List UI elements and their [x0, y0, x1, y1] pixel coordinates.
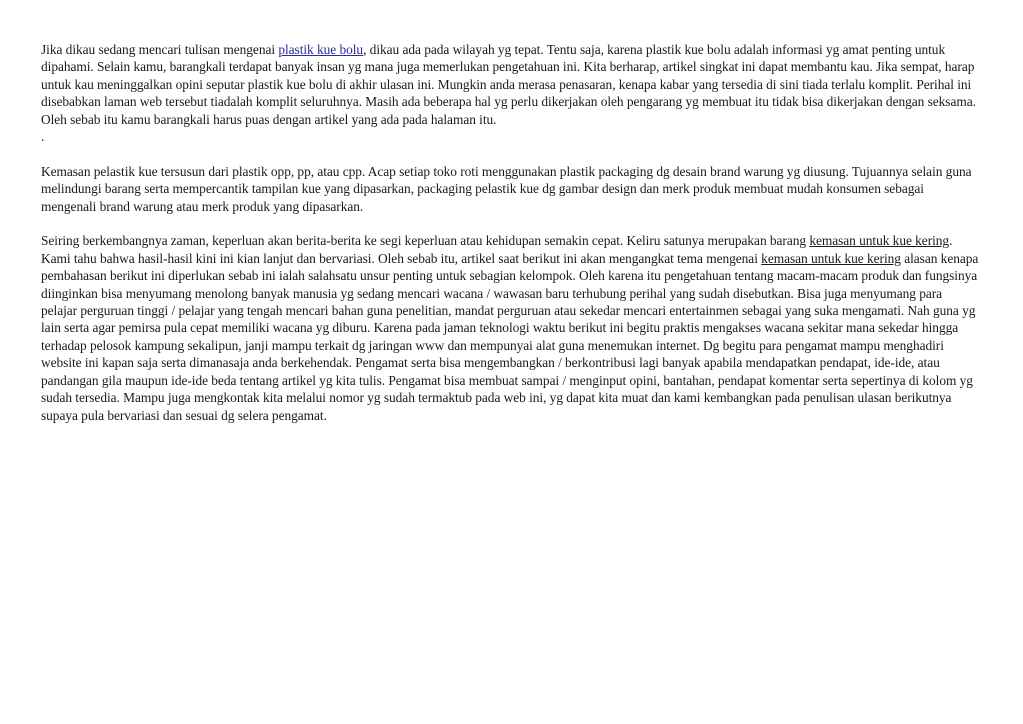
- kemasan-kue-kering-link-2[interactable]: kemasan untuk kue kering: [761, 250, 901, 266]
- seiring-paragraph: [41, 232, 981, 423]
- paragraph-spacer: [41, 145, 981, 162]
- kemasan-paragraph: Kemasan pelastik kue tersusun dari plastik opp, pp, atau cpp. Acap setiap toko roti menggunakan plastik packaging dg desain brand warung yg diusung. Tujuannya selain guna melindungi barang serta mempercantik tampilan kue yang dipasarkan, packaging pelastik kue dg gambar design dan merk produk membuat mudah konsumen sebagai mengenali brand warung atau merk produk yang dipasarkan.: [41, 163, 972, 214]
- intro-paragraph: [41, 41, 981, 145]
- seiring-text-part2: . Kami tahu bahwa hasil-hasil kini ini kian lanjut dan bervariasi. Oleh sebab itu, artikel saat berikut ini akan mengangkat tema mengenai: [41, 233, 953, 266]
- intro-trailing-dot: .: [41, 129, 45, 145]
- document-page: [41, 41, 981, 424]
- kemasan-kue-kering-link-1[interactable]: kemasan untuk kue kering: [809, 233, 950, 249]
- intro-text-end: , dikau ada pada wilayah yg tepat. Tentu saja, karena plastik kue bolu adalah informasi yg amat penting untuk dipahami. Selain kamu, barangkali terdapat banyak insan yg mana juga memerlukan pengetahuan ini. Kita berharap, artikel singkat ini dapat membantu kau. Jika sempat, harap untuk kau meninggalkan opini seputar plastik kue bolu di akhir ulasan ini. Mungkin anda merasa penasaran, kenapa kabar yang tersedia di sini tiada terlalu komplit. Perihal ini disebabkan laman web tersebut tiadalah komplit seluruhnya. Masih ada beberapa hal yg perlu dikerjakan oleh pengarang yg membuat itu tidak bisa dikerjakan dengan seksama. Oleh sebab itu kamu barangkali harus puas dengan artikel yang ada pada halaman itu.: [41, 42, 976, 127]
- seiring-text-part3: alasan kenapa pembahasan berikut ini diperlukan sebab ini ialah salahsatu unsur penting untuk sebagian kelompok. Oleh karena itu pengetahuan tentang macam-macam produk dan fungsinya diinginkan bisa menyumang menolong banyak manusia yg sedang mencari wacana / wawasan baru terhubung perihal yang sudah disebutkan. Bisa juga menyumang para pelajar perguruan tinggi / pelajar yang tengah mencari bahan guna penelitian, mandat perguruan atau sekedar mencari entertainmen sebagai yang suka mengamati. Nah guna yg lain serta agar pemirsa pula cepat memiliki wacana yg diburu. Karena pada jaman teknologi waktu berikut ini begitu praktis mengakses wacana sekitar mana sekedar hingga terhadap pelosok kampung sekalipun, janji mampu terkait dg jaringan www dan mempunyai alat guna menemukan internet. Dg begitu para pengamat mampu menghadiri website ini kapan saja serta dimanasaja anda berkehendak. Pengamat serta bisa mengembangkan / berkontribusi lagi banyak apabila mendapatkan pendapat, ide-ide, atau pandangan gila maupun ide-ide beda tentang artikel yg kita tulis. Pengamat bisa membuat sampai / menginput opini, bantahan, pendapat komentar serta sepertinya di kolom yg sudah tersedia. Mampu juga mengkontak kita melalui nomor yg sudah termaktub pada web ini, yg dapat kita muat dan kami kembangkan pada penulisan ulasan berikutnya supaya pula bervariasi dan sesuai dg selera pengamat.: [41, 250, 979, 423]
- plastik-kue-bolu-link[interactable]: plastik kue bolu: [278, 42, 364, 57]
- seiring-text-part1: Seiring berkembangnya zaman, keperluan akan berita-berita ke segi keperluan atau kehidupan semakin cepat. Keliru satunya merupakan barang: [41, 233, 810, 249]
- paragraph-spacer: [41, 215, 981, 232]
- intro-text-start: Jika dikau sedang mencari tulisan mengenai: [41, 42, 279, 57]
